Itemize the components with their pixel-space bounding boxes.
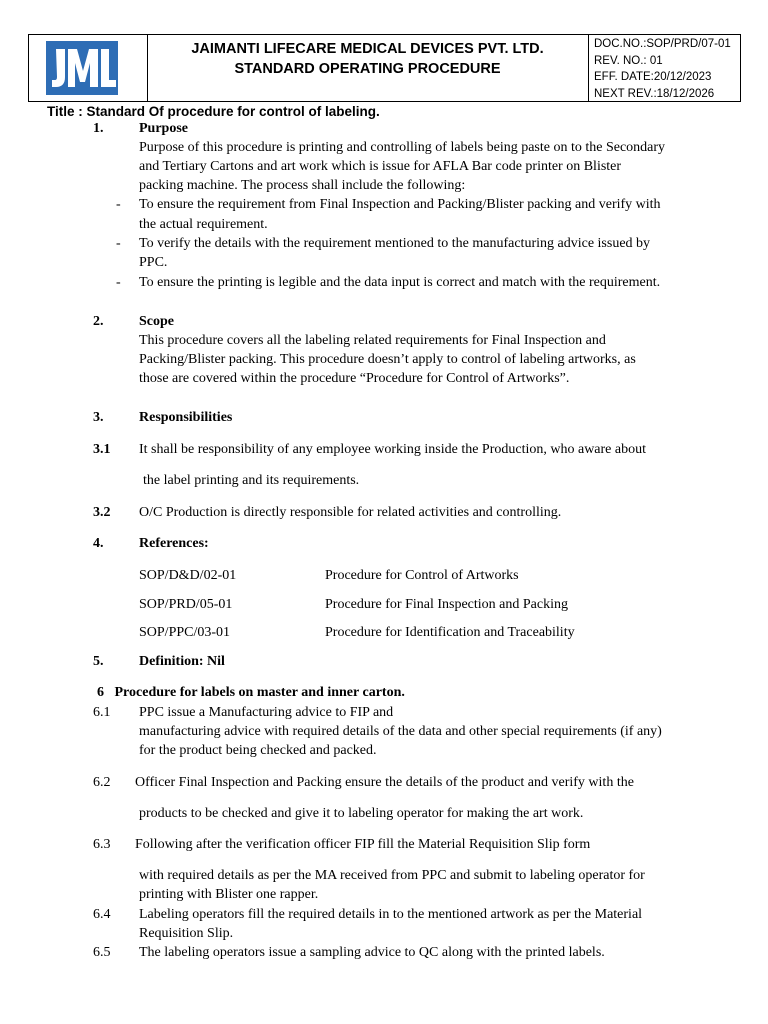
bullet-dash: - [116, 236, 121, 251]
item-3-1-number: 3.1 [93, 442, 111, 457]
effective-date: EFF. DATE:20/12/2023 [594, 71, 712, 83]
purpose-bullet-2b: PPC. [139, 255, 168, 270]
company-title-cell [147, 35, 589, 101]
reference-description: Procedure for Control of Artworks [325, 568, 519, 583]
section-2-heading: Scope [139, 314, 174, 329]
reference-code: SOP/PPC/03-01 [139, 625, 231, 640]
purpose-bullet-1a: To ensure the requirement from Final Inspection and Packing/Blister packing and verify with [139, 197, 661, 212]
item-6-1-line-2: manufacturing advice with required details of the data and other special requirements (if any) [139, 724, 662, 739]
purpose-bullet-2a: To verify the details with the requirement mentioned to the manufacturing advice issued by [139, 236, 651, 251]
item-6-5-text: The labeling operators issue a sampling advice to QC along with the printed labels. [139, 945, 605, 960]
reference-description: Procedure for Final Inspection and Packing [325, 597, 568, 612]
item-6-1-line-3: for the product being checked and packed. [139, 743, 377, 758]
purpose-bullet-1b: the actual requirement. [139, 217, 268, 232]
reference-code: SOP/PRD/05-01 [139, 597, 233, 612]
next-revision: NEXT REV.:18/12/2026 [594, 87, 715, 100]
reference-description: Procedure for Identification and Traceability [325, 625, 575, 640]
item-6-4-line-1: Labeling operators fill the required details in to the mentioned artwork as per the Material [139, 907, 643, 922]
company-name: JAIMANTI LIFECARE MEDICAL DEVICES PVT. LTD. [191, 41, 544, 57]
item-3-1-line-1: It shall be responsibility of any employee working inside the Production, who aware about [139, 442, 647, 457]
item-6-1-line-1: PPC issue a Manufacturing advice to FIP and [139, 705, 394, 720]
bullet-dash: - [116, 197, 121, 212]
item-6-1-number: 6.1 [93, 705, 111, 720]
section-4-heading: References: [139, 536, 209, 551]
section-6-heading: 6 Procedure for labels on master and inner carton. [97, 685, 405, 700]
purpose-bullet-3: To ensure the printing is legible and the data input is correct and match with the requirement. [139, 275, 661, 290]
item-6-2-line-1: Officer Final Inspection and Packing ensure the details of the product and verify with the [135, 775, 634, 790]
section-3-number: 3. [93, 410, 104, 425]
item-6-3-line-3: printing with Blister one rapper. [139, 887, 319, 902]
item-6-4-number: 6.4 [93, 907, 111, 922]
company-logo [46, 41, 118, 95]
section-2-number: 2. [93, 314, 104, 329]
bullet-dash: - [116, 275, 121, 290]
item-3-2-number: 3.2 [93, 505, 111, 520]
section-4-number: 4. [93, 536, 104, 551]
section-5-number: 5. [93, 654, 104, 669]
item-3-2-text: O/C Production is directly responsible for related activities and controlling. [139, 505, 562, 520]
document-title: Title : Standard Of procedure for control of labeling. [47, 104, 380, 119]
section-3-heading: Responsibilities [139, 410, 233, 425]
item-6-3-line-1: Following after the verification officer FIP fill the Material Requisition Slip form [135, 837, 591, 852]
item-6-3-number: 6.3 [93, 837, 111, 852]
scope-line-1: This procedure covers all the labeling related requirements for Final Inspection and [139, 333, 606, 348]
doc-number: DOC.NO.:SOP/PRD/07-01 [594, 38, 731, 50]
section-5-heading: Definition: Nil [139, 654, 225, 669]
document-info-cell [589, 35, 741, 101]
scope-line-2: Packing/Blister packing. This procedure doesn’t apply to control of labeling artworks, as [139, 352, 636, 367]
logo-cell [29, 35, 148, 101]
item-6-5-number: 6.5 [93, 945, 111, 960]
document-type: STANDARD OPERATING PROCEDURE [234, 61, 501, 77]
section-1-number: 1. [93, 121, 104, 136]
purpose-line-1: Purpose of this procedure is printing and controlling of labels being paste on to the Secondary [139, 140, 666, 155]
document-header [28, 34, 741, 102]
item-6-2-number: 6.2 [93, 775, 111, 790]
item-6-3-line-2: with required details as per the MA received from PPC and submit to labeling operator for [139, 868, 645, 883]
section-1-heading: Purpose [139, 121, 188, 136]
item-3-1-line-2: the label printing and its requirements. [143, 473, 360, 488]
scope-line-3: those are covered within the procedure “Procedure for Control of Artworks”. [139, 371, 570, 386]
purpose-line-2: and Tertiary Cartons and art work which is issue for AFLA Bar code printer on Blister [139, 159, 622, 174]
reference-code: SOP/D&D/02-01 [139, 568, 237, 583]
revision-number: REV. NO.: 01 [594, 54, 663, 67]
item-6-4-line-2: Requisition Slip. [139, 926, 234, 941]
item-6-2-line-2: products to be checked and give it to labeling operator for making the art work. [139, 806, 584, 821]
purpose-line-3: packing machine. The process shall include the following: [139, 178, 466, 193]
